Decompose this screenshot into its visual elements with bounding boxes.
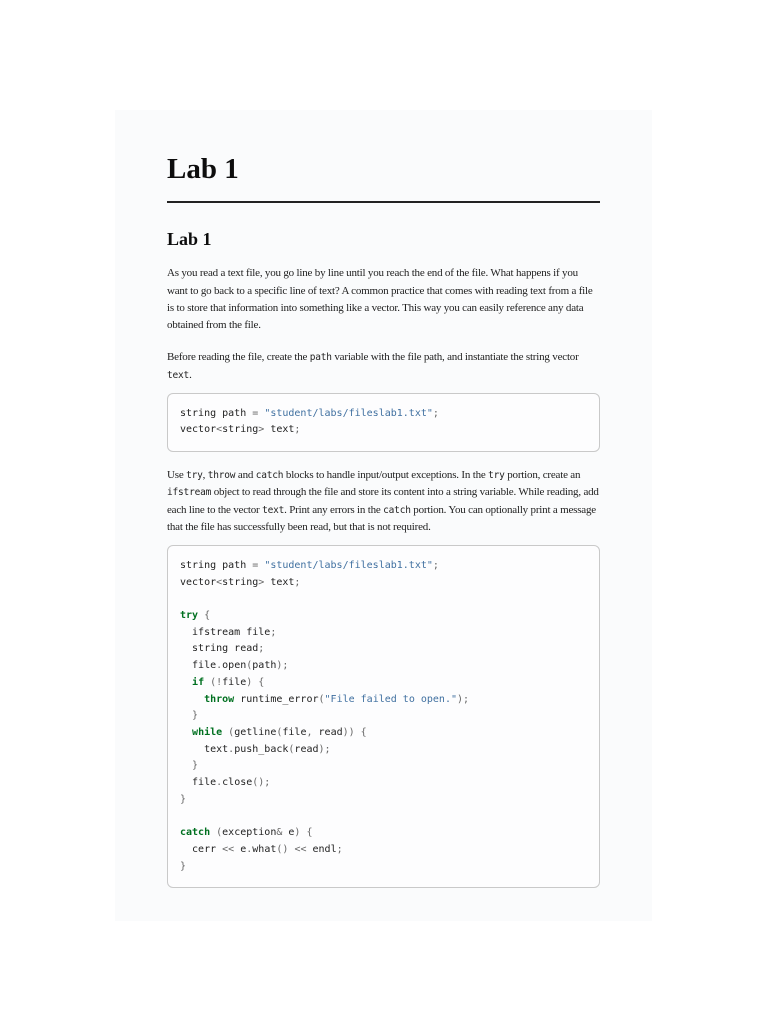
text-segment: Before reading the file, create the	[167, 351, 310, 364]
code-line	[180, 406, 587, 423]
code-token: text	[180, 743, 229, 755]
code-token: file	[180, 660, 217, 672]
code-token: &	[276, 827, 283, 839]
code-line	[180, 692, 587, 709]
code-block-setup	[167, 393, 600, 452]
code-token: read	[294, 743, 319, 755]
code-token: runtime_error	[234, 693, 319, 705]
code-line	[180, 625, 587, 642]
inline-code: path	[309, 352, 332, 364]
code-token: (	[210, 827, 223, 839]
text-segment: blocks to handle input/output exceptions. In the	[283, 469, 489, 482]
code-token: vector	[180, 576, 217, 588]
code-token: exception	[222, 827, 277, 839]
code-token: ;	[270, 626, 277, 638]
code-token: file	[180, 777, 217, 789]
code-token: ;	[432, 407, 439, 419]
code-token: =	[252, 559, 259, 571]
inline-code: text	[167, 369, 190, 381]
code-token: string path	[180, 407, 253, 419]
code-token: )) {	[342, 726, 367, 738]
code-line	[180, 842, 587, 859]
inline-code: text	[262, 504, 285, 516]
code-token: string read	[180, 643, 259, 655]
code-line	[180, 608, 587, 625]
code-token: while	[192, 726, 223, 738]
code-line	[180, 859, 587, 876]
code-token: <<	[294, 843, 307, 855]
code-line	[180, 641, 587, 658]
code-token: );	[318, 743, 331, 755]
code-token: (	[222, 726, 235, 738]
code-line	[180, 591, 587, 608]
inline-code: throw	[207, 470, 236, 482]
code-line	[180, 758, 587, 775]
code-token: ifstream file	[180, 626, 271, 638]
text-segment: ,	[202, 469, 208, 482]
code-token: open	[222, 660, 247, 672]
code-token: ;	[294, 576, 301, 588]
code-token: ;	[336, 843, 343, 855]
code-token: <<	[222, 843, 235, 855]
code-token: string	[222, 576, 259, 588]
code-token: push_back	[234, 743, 289, 755]
code-token: ) {	[294, 827, 313, 839]
text-segment: .	[189, 368, 192, 381]
code-token: (	[246, 660, 253, 672]
code-line	[180, 742, 587, 759]
code-line	[180, 575, 587, 592]
inline-code: catch	[255, 470, 284, 482]
text-segment: and	[235, 469, 256, 482]
code-line	[180, 825, 587, 842]
text-segment: portion. You can optionally print a message that the file has successfully been read, but that is not required.	[167, 503, 596, 533]
code-token: text	[264, 424, 295, 436]
section-heading: Lab 1	[167, 228, 212, 249]
title-divider	[167, 201, 600, 203]
code-token: (!	[204, 676, 223, 688]
code-token: (	[288, 743, 295, 755]
text-segment: variable with the file path, and instantiate the string vector	[331, 351, 579, 364]
code-token: throw	[204, 693, 235, 705]
code-token: }	[180, 710, 199, 722]
code-token: <	[216, 576, 223, 588]
inline-code: try	[186, 470, 203, 482]
code-line	[180, 558, 587, 575]
code-line	[180, 658, 587, 675]
page-title: Lab 1	[167, 153, 239, 185]
code-token	[180, 727, 192, 738]
code-token: e	[282, 827, 295, 839]
code-token: .	[216, 660, 223, 672]
code-token	[180, 694, 204, 705]
code-token: ;	[432, 559, 439, 571]
text-segment: Use	[167, 469, 187, 482]
text-segment: As you read a text file, you go line by line until you reach the end of the file. What happens if you want to go back to a specific line of text? A common practice that comes with reading text from a file is to store that information into something like a vector. This way you can easily reference any data obtained from the file.	[167, 267, 593, 332]
text-segment: . Print any errors in the	[284, 503, 384, 516]
code-token: ;	[258, 643, 265, 655]
code-token: e	[234, 843, 247, 855]
code-token: text	[264, 576, 295, 588]
code-token: <	[216, 424, 223, 436]
code-token: ) {	[246, 676, 265, 688]
code-token: ;	[294, 424, 301, 436]
paragraph-exceptions	[167, 467, 600, 536]
code-token: .	[216, 777, 223, 789]
code-token: ();	[252, 777, 271, 789]
code-token: file	[282, 726, 307, 738]
code-token: file	[222, 676, 247, 688]
code-token: {	[198, 610, 211, 622]
code-line	[180, 675, 587, 692]
code-token: =	[252, 407, 259, 419]
code-token	[180, 677, 192, 688]
code-line	[180, 775, 587, 792]
inline-code: catch	[383, 504, 411, 516]
code-token: string	[222, 424, 259, 436]
code-line	[180, 792, 587, 809]
code-token: }	[180, 793, 187, 805]
text-segment: portion, create an	[504, 469, 581, 482]
code-token: close	[222, 777, 253, 789]
code-token: ()	[276, 843, 295, 855]
code-token: >	[258, 576, 265, 588]
code-token: .	[246, 843, 253, 855]
code-token: string path	[180, 559, 253, 571]
code-token: read	[312, 726, 343, 738]
code-token: (	[276, 726, 283, 738]
code-token: cerr	[180, 843, 223, 855]
code-token: endl	[306, 843, 337, 855]
code-token: what	[252, 843, 277, 855]
inline-code: try	[488, 470, 505, 482]
inline-code: ifstream	[167, 487, 212, 499]
code-line	[180, 725, 587, 742]
code-token: >	[258, 424, 265, 436]
text-segment: object to read through the file and store its content into a string variable. While reading, add each line to the vector	[167, 486, 599, 516]
code-token: }	[180, 760, 199, 772]
code-token: ,	[306, 726, 313, 738]
code-token: if	[192, 676, 205, 688]
code-line	[180, 808, 587, 825]
code-token: try	[180, 610, 199, 622]
code-token: );	[456, 693, 470, 705]
code-token: "File failed to open."	[324, 693, 457, 705]
code-token: getline	[234, 726, 277, 738]
code-token: "student/labs/fileslab1.txt"	[264, 407, 433, 419]
code-token: catch	[180, 827, 211, 839]
code-token: );	[276, 660, 289, 672]
code-line	[180, 422, 587, 439]
document-page	[115, 110, 652, 921]
paragraph-setup	[167, 349, 600, 383]
code-token: path	[252, 660, 277, 672]
paragraph-intro	[167, 265, 600, 334]
code-token: "student/labs/fileslab1.txt"	[264, 559, 433, 571]
code-token: (	[318, 693, 325, 705]
code-token: vector	[180, 424, 217, 436]
code-token: .	[228, 743, 235, 755]
code-token: }	[180, 860, 187, 872]
code-block-full-example	[167, 545, 600, 888]
code-line	[180, 708, 587, 725]
